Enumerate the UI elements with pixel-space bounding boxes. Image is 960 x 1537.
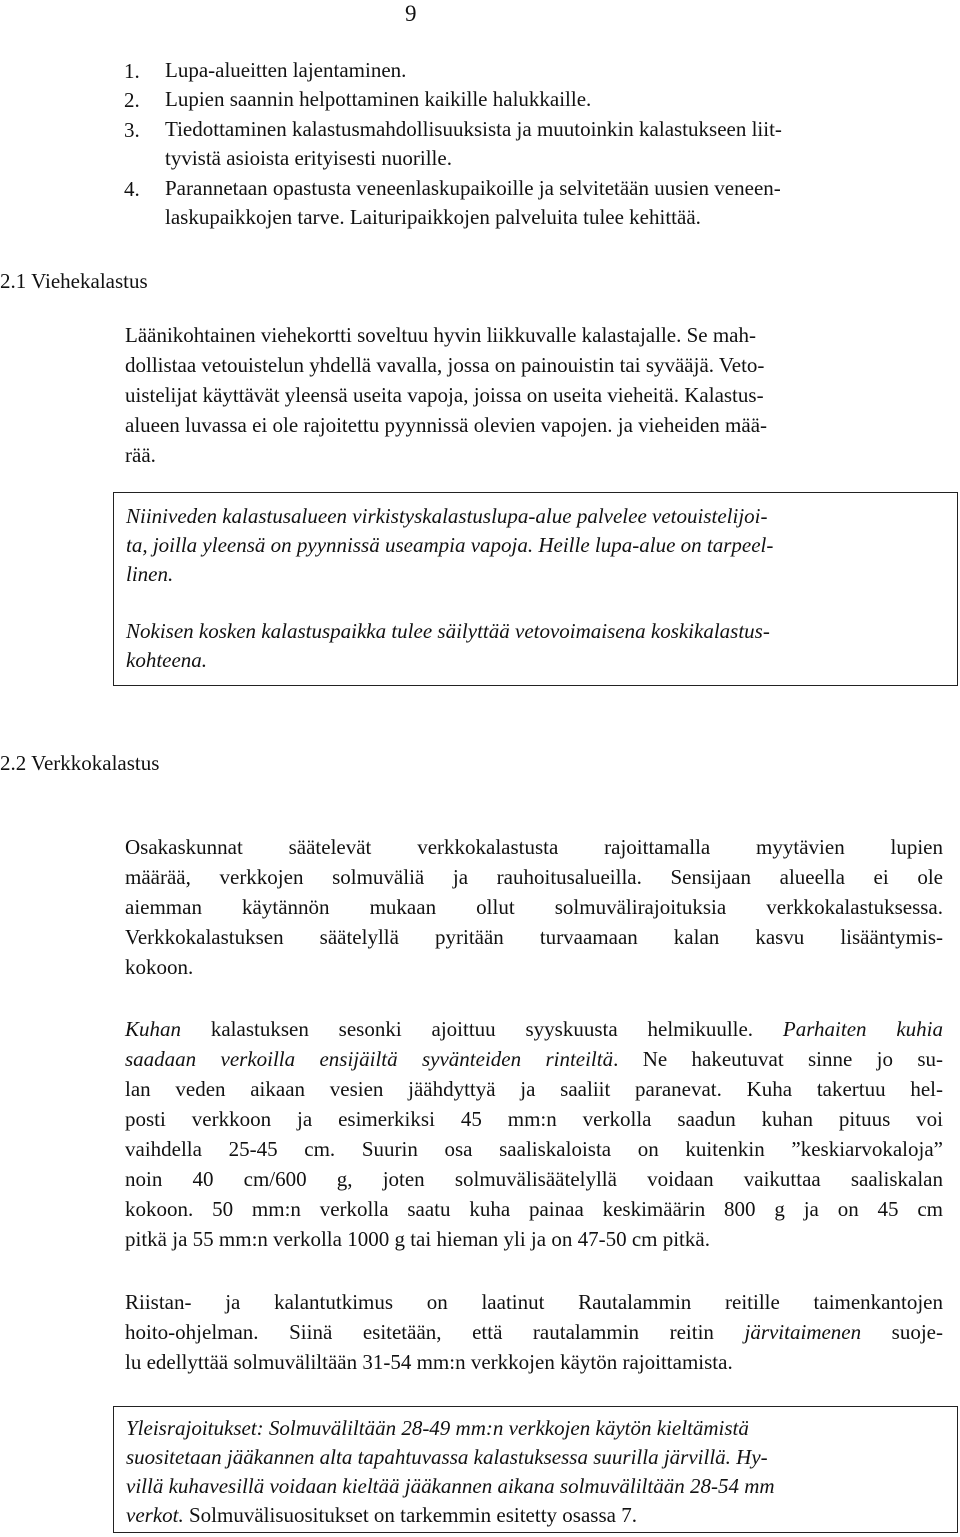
list-item-number: 4. xyxy=(124,177,140,201)
italic-text: saadaan verkoilla ensijäiltä syvänteiden rinteiltä xyxy=(125,1047,614,1071)
text-line: kokoon. xyxy=(125,955,194,979)
text-line: lan veden aikaan vesien jäähdyttyä ja saaliit paranevat. Kuha takertuu hel- xyxy=(125,1077,943,1101)
list-item-number: 2. xyxy=(124,88,140,112)
text-line: lu edellyttää solmuväliltään 31-54 mm:n verkkojen käytön rajoittamista. xyxy=(125,1350,733,1374)
italic-text: Parhaiten kuhia xyxy=(782,1017,944,1041)
text-line: posti verkkoon ja esimerkiksi 45 mm:n verkolla saadun kuhan pituus voi xyxy=(125,1107,943,1131)
list-item-number: 3. xyxy=(124,118,140,142)
highlight-box-yleisrajoitukset xyxy=(113,1406,958,1533)
text-line: rää. xyxy=(125,443,156,467)
paragraph-kuha xyxy=(125,1014,943,1254)
text-line: suositetaan jääkannen alta tapahtuvassa kalastuksessa suurilla järvillä. Hy- xyxy=(126,1445,768,1469)
list-item-number: 1. xyxy=(124,59,140,83)
italic-text: verkot. xyxy=(126,1503,184,1527)
section-heading-viehekalastus: 2.1 Viehekalastus xyxy=(0,269,148,293)
paragraph-osakaskunnat xyxy=(125,832,943,982)
text-line xyxy=(125,1317,943,1347)
text-line: ta, joilla yleensä on pyynnissä useampia vapoja. Heille lupa-alue on tarpeel- xyxy=(126,533,774,557)
text-line: noin 40 cm/600 g, joten solmuvälisäätelyllä voidaan vaikuttaa saaliskalan xyxy=(125,1167,943,1191)
text-line: kokoon. 50 mm:n verkolla saatu kuha painaa keskimäärin 800 g ja on 45 cm xyxy=(125,1197,943,1221)
text-line: uistelijat käyttävät yleensä useita vapoja, joissa on useita vieheitä. Kalastus- xyxy=(125,383,764,407)
text-line: määrää, verkkojen solmuväliä ja rauhoitusalueilla. Sensijaan alueella ei ole xyxy=(125,865,943,889)
list-item-text: Lupien saannin helpottaminen kaikille halukkaille. xyxy=(165,87,592,111)
text-line: Niiniveden kalastusalueen virkistyskalastuslupa-alue palvelee vetouistelijoi- xyxy=(126,504,768,528)
text-segment: hoito-ohjelman. Siinä esitetään, että rautalammin reitin xyxy=(125,1320,745,1344)
text-line: villä kuhavesillä voidaan kieltää jääkannen aikana solmuväliltään 28-54 mm xyxy=(126,1474,775,1498)
text-line: Osakaskunnat säätelevät verkkokalastusta rajoittamalla myytävien lupien xyxy=(125,835,943,859)
text-line: alueen luvassa ei ole rajoitettu pyynnissä olevien vapojen. ja vieheiden mää- xyxy=(125,413,768,437)
text-line: Yleisrajoitukset: Solmuväliltään 28-49 mm:n verkkojen käytön kieltämistä xyxy=(126,1416,749,1440)
page-number: 9 xyxy=(405,1,417,26)
text-segment: Solmuvälisuositukset on tarkemmin esitetty osassa 7. xyxy=(183,1503,637,1527)
section-heading-verkkokalastus: 2.2 Verkkokalastus xyxy=(0,751,160,775)
text-line: Läänikohtainen viehekortti soveltuu hyvin liikkuvalle kalastajalle. Se mah- xyxy=(125,323,756,347)
text-line xyxy=(126,1501,957,1530)
highlight-box-viehekalastus xyxy=(113,492,958,686)
text-segment: suoje- xyxy=(861,1320,943,1344)
text-line: Nokisen kosken kalastuspaikka tulee säilyttää vetovoimaisena koskikalastus- xyxy=(126,619,770,643)
text-line: linen. xyxy=(126,562,174,586)
list-item-text: tyvistä asioista erityisesti nuorille. xyxy=(165,146,452,170)
text-line: pitkä ja 55 mm:n verkolla 1000 g tai hieman yli ja on 47-50 cm pitkä. xyxy=(125,1227,710,1251)
text-segment: . Ne hakeutuvat sinne jo su- xyxy=(613,1047,943,1071)
text-line: Riistan- ja kalantutkimus on laatinut Rautalammin reitille taimenkantojen xyxy=(125,1290,943,1314)
text-line: vaihdella 25-45 cm. Suurin osa saaliskaloista on kuitenkin ”keskiarvokaloja” xyxy=(125,1137,943,1161)
paragraph-viehekortti xyxy=(125,320,943,470)
text-line xyxy=(125,1044,943,1074)
italic-text: järvitaimenen xyxy=(744,1320,862,1344)
list-item-text: Parannetaan opastusta veneenlaskupaikoille ja selvitetään uusien veneen- xyxy=(165,176,781,200)
list-item-text: Tiedottaminen kalastusmahdollisuuksista ja muutoinkin kalastukseen liit- xyxy=(165,117,782,141)
text-segment: kalastuksen sesonki ajoittuu syyskuusta helmikuulle. xyxy=(181,1017,783,1041)
list-item-text: laskupaikkojen tarve. Laituripaikkojen palveluita tulee kehittää. xyxy=(165,205,701,229)
list-item-text: Lupa-alueitten lajentaminen. xyxy=(165,58,407,82)
text-line: aiemman käytännön mukaan ollut solmuvälirajoituksia verkkokalastuksessa. xyxy=(125,895,943,919)
text-line xyxy=(125,1014,943,1044)
paragraph-riistan xyxy=(125,1287,943,1377)
text-line: kohteena. xyxy=(126,648,208,672)
text-line: Verkkokalastuksen säätelyllä pyritään turvaamaan kalan kasvu lisääntymis- xyxy=(125,925,943,949)
text-line: dollistaa vetouistelun yhdellä vavalla, jossa on painouistin tai syvääjä. Veto- xyxy=(125,353,765,377)
italic-text: Kuhan xyxy=(125,1017,182,1041)
